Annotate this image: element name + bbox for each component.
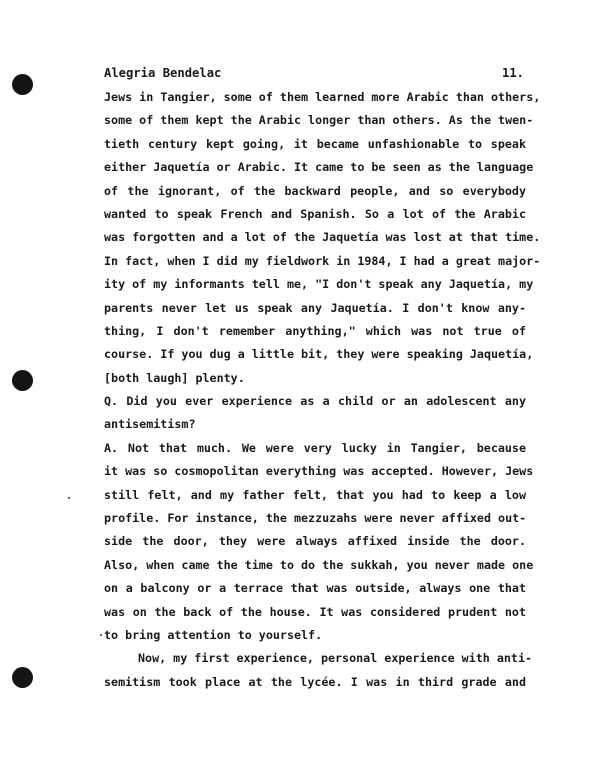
transcript-line: Now, my first experience, personal experience with anti- <box>138 651 533 666</box>
transcript-line: [both laugh] plenty. <box>104 370 245 385</box>
transcript-line: In fact, when I did my fieldwork in 1984, I had a great major- <box>104 253 541 268</box>
transcript-body <box>104 86 541 694</box>
transcript-line: side the door, they were always affixed inside the door. <box>104 534 526 549</box>
transcript-line: either Jaquetía or Arabic. It came to be seen as the language <box>104 160 534 175</box>
transcript-line: to bring attention to yourself. <box>104 627 323 642</box>
page-header <box>104 62 524 84</box>
page-number: 11. <box>501 66 524 80</box>
scan-speck <box>100 634 102 636</box>
transcript-line: antisemitism? <box>104 417 196 432</box>
transcript-line: tieth century kept going, it became unfashionable to speak <box>104 136 526 151</box>
transcript-line: it was so cosmopolitan everything was accepted. However, Jews <box>104 464 534 479</box>
punch-hole-middle <box>12 370 33 391</box>
transcript-line: thing, I don't remember anything," which was not true of <box>104 323 526 338</box>
transcript-line: parents never let us speak any Jaquetía. I don't know any- <box>104 300 526 315</box>
transcript-line: was on the back of the house. It was considered prudent not <box>104 604 526 619</box>
speaker-name: Alegria Bendelac <box>104 66 222 80</box>
transcript-line: was forgotten and a lot of the Jaquetía was lost at that time. <box>104 230 541 245</box>
transcript-line: course. If you dug a little bit, they were speaking Jaquetía, <box>104 347 534 362</box>
transcript-line: still felt, and my father felt, that you had to keep a low <box>104 487 526 502</box>
transcript-line: of the ignorant, of the backward people, and so everybody <box>104 183 526 198</box>
punch-hole-bottom <box>12 667 33 688</box>
transcript-line: on a balcony or a terrace that was outside, always one that <box>104 581 526 596</box>
transcript-line: Jews in Tangier, some of them learned more Arabic than others, <box>104 90 541 104</box>
transcript-line: Q. Did you ever experience as a child or an adolescent any <box>104 394 526 409</box>
transcript-line: some of them kept the Arabic longer than others. As the twen- <box>104 113 534 128</box>
transcript-line: wanted to speak French and Spanish. So a lot of the Arabic <box>104 206 526 221</box>
transcript-line: profile. For instance, the mezzuzahs were never affixed out- <box>104 511 527 526</box>
transcript-line: semitism took place at the lycée. I was in third grade and <box>104 674 526 689</box>
transcript-line: A. Not that much. We were very lucky in Tangier, because <box>104 440 526 455</box>
scan-speck <box>68 497 70 499</box>
punch-hole-top <box>12 74 33 95</box>
transcript-line: ity of my informants tell me, "I don't speak any Jaquetía, my <box>104 277 534 292</box>
transcript-line: Also, when came the time to do the sukkah, you never made one <box>104 557 534 572</box>
